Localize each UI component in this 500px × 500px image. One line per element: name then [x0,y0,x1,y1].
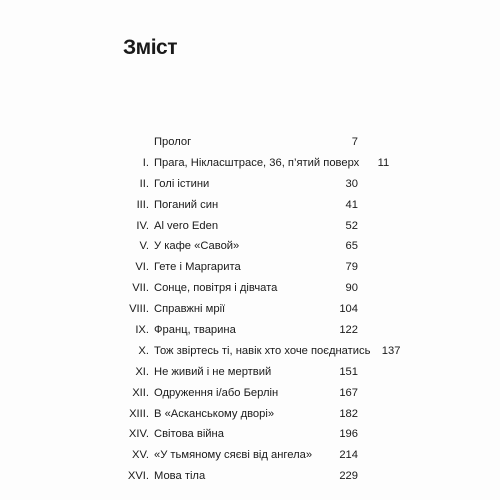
toc-row-chapter-9 [118,320,358,341]
page-number: 104 [339,303,358,316]
toc-row-chapter-4 [118,216,358,237]
toc-row-chapter-8 [118,299,358,320]
chapter-number: XIII. [129,407,149,420]
chapter-number: XII. [132,386,149,399]
toc-row-chapter-3 [118,195,358,216]
chapter-number: VIII. [129,303,149,316]
chapter-title: Al vero Eden [154,219,219,232]
toc-row-chapter-6 [118,257,358,278]
page-number: 214 [339,449,358,462]
page-number: 41 [345,198,358,211]
chapter-title: «У тьмяному сяєві від ангела» [154,449,313,462]
page-number: 196 [339,428,358,441]
page-number: 122 [339,324,358,337]
chapter-title: Прага, Нікласштрасе, 36, п’ятий поверх [154,156,360,169]
chapter-title: Одруження і/або Берлін [154,386,279,399]
page-number: 182 [339,407,358,420]
chapter-number: V. [139,240,149,253]
chapter-title: Сонце, повітря і дівчата [154,282,278,295]
chapter-number: II. [139,177,149,190]
chapter-number: XVI. [127,470,149,483]
toc-row-chapter-14 [118,424,358,445]
page-number: 137 [381,344,401,357]
page-title: Зміст [123,36,177,59]
chapter-number: I. [142,156,149,169]
page-number: 90 [345,282,358,295]
page-number: 229 [339,470,358,483]
chapter-title: Мова тіла [154,470,206,483]
chapter-number: XIV. [128,428,149,441]
page-number: 7 [351,136,358,148]
toc-row-chapter-1 [118,153,390,174]
toc-row-chapter-12 [118,383,358,404]
page-number: 52 [345,219,358,232]
page-number: 151 [339,365,358,378]
chapter-number: XV. [131,449,149,462]
toc-row-chapter-11 [118,362,358,383]
chapter-title: У кафе «Савой» [154,240,240,253]
chapter-title: Поганий син [154,198,219,211]
toc-row-prologue [118,132,358,153]
page-number: 30 [345,177,358,190]
chapter-title: В «Асканському дворі» [154,407,275,420]
chapter-title: Тож звіртесь ті, навік хто хоче поєднатись [154,344,371,357]
chapter-title: Не живий і не мертвий [154,365,272,378]
page-number: 11 [377,156,390,169]
toc-row-chapter-7 [118,278,358,299]
chapter-number: VI. [135,261,149,274]
chapter-number: III. [136,198,149,211]
chapter-title: Гете і Маргарита [154,261,241,274]
toc-row-chapter-13 [118,404,358,425]
page-number: 79 [345,261,358,274]
chapter-title: Голі істини [154,177,210,190]
chapter-title: Світова війна [154,428,224,441]
chapter-title: Пролог [154,136,192,148]
chapter-number: IV. [136,219,149,232]
toc-row-chapter-2 [118,174,358,195]
table-of-contents [118,132,401,487]
page-number: 167 [339,386,358,399]
toc-row-chapter-16 [118,466,358,487]
toc-row-chapter-10 [118,341,401,362]
toc-row-chapter-5 [118,236,358,257]
chapter-title: Франц, тварина [154,324,236,337]
chapter-number: XI. [135,365,149,378]
chapter-number: IX. [135,324,149,337]
chapter-number: VII. [132,282,149,295]
page-number: 65 [345,240,358,253]
chapter-title: Справжні мрії [154,303,226,316]
toc-row-chapter-15 [118,445,358,466]
chapter-number: X. [138,344,149,357]
